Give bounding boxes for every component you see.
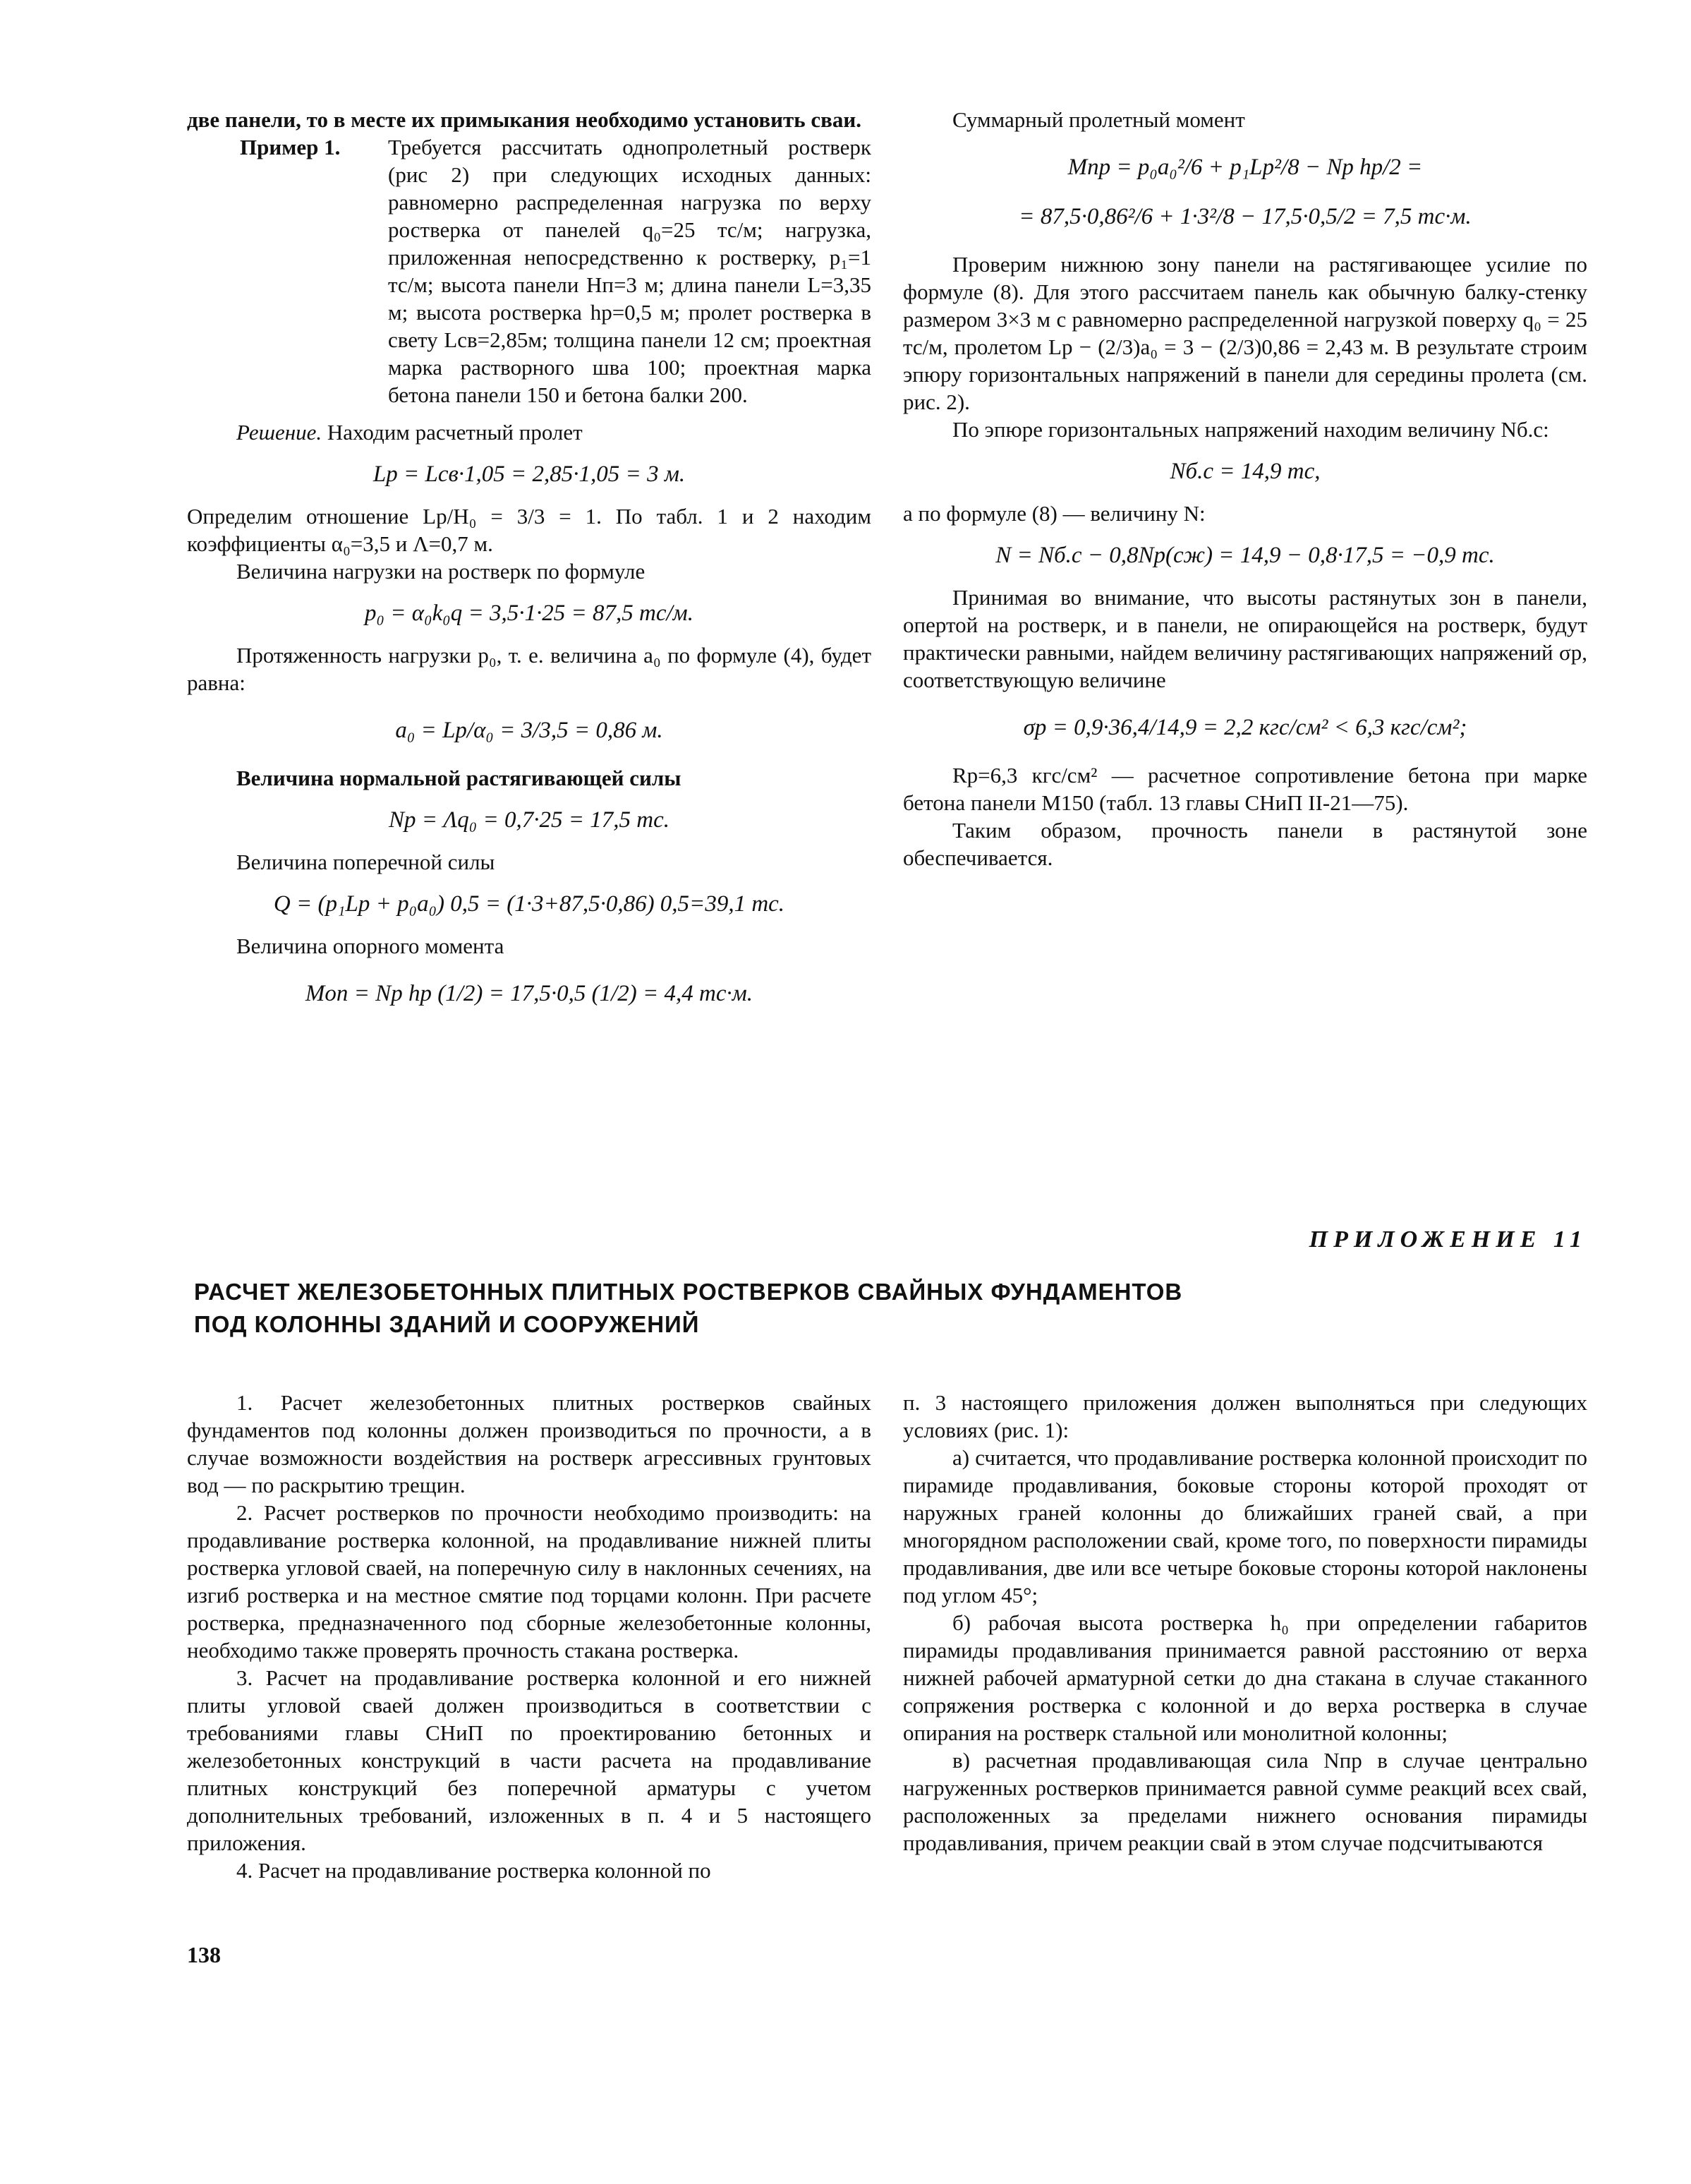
left-column-bottom xyxy=(187,1389,871,1884)
section-title-line-2: ПОД КОЛОННЫ ЗДАНИЙ И СООРУЖЕНИЙ xyxy=(194,1311,700,1337)
left-column-top xyxy=(187,106,871,1027)
formula-load: p₀ = α₀k₀q = 3,5·1·25 = 87,5 тс/м. xyxy=(365,601,693,626)
extent-paragraph: Протяженность нагрузки p₀, т. е. величина a₀ по формуле (4), будет равна: xyxy=(187,643,871,695)
appendix-header: ПРИЛОЖЕНИЕ 11 xyxy=(1309,1226,1587,1253)
formula-span-moment: Mпр = p₀a₀²/6 + p₁Lр²/8 − Nр hр/2 = xyxy=(1067,155,1423,180)
formula-sigma: σр = 0,9·36,4/14,9 = 2,2 кгс/см² < 6,3 кгс/см²; xyxy=(1023,715,1467,740)
ratio-paragraph: Определим отношение Lр/H₀ = 3/3 = 1. По табл. 1 и 2 находим коэффициенты α₀=3,5 и Λ=0,7 м. xyxy=(187,504,871,556)
section-title-line-1: РАСЧЕТ ЖЕЛЕЗОБЕТОННЫХ ПЛИТНЫХ РОСТВЕРКОВ СВАЙНЫХ ФУНДАМЕНТОВ xyxy=(194,1279,1183,1305)
formula-shear: Q = (p₁Lр + p₀a₀) 0,5 = (1·3+87,5·0,86) 0,5=39,1 тс. xyxy=(273,891,785,917)
shear-paragraph: Величина поперечной силы xyxy=(236,850,495,874)
condition-b: б) рабочая высота ростверка h₀ при определении габаритов пирамиды продавливания принимается равной расстоянию от верха нижней рабочей арматурной сетки до дна стакана в случае стаканного сопряжения ростверка с колонной и до верха ростверка в случае опирания на ростверк стальной или монолитной колонны; xyxy=(903,1610,1587,1745)
heights-paragraph: Принимая во внимание, что высоты растянутых зон в панели, опертой на ростверк, и в панели, не опирающейся на ростверк, будут практически равными, найдем величину растягивающих напряжений σр, соответствующую величине xyxy=(903,585,1587,692)
formula-span-moment-value: = 87,5·0,86²/6 + 1·3²/8 − 17,5·0,5/2 = 7,5 тс·м. xyxy=(1019,204,1472,229)
solution-label: Решение. xyxy=(236,420,322,445)
conclusion-paragraph: Таким образом, прочность панели в растянутой зоне обеспечивается. xyxy=(903,818,1587,870)
diagram-paragraph: По эпюре горизонтальных напряжений находим величину Nб.с: xyxy=(952,417,1549,442)
moment-paragraph: Суммарный пролетный момент xyxy=(952,107,1245,132)
check-paragraph: Проверим нижнюю зону панели на растягивающее усилие по формуле (8). Для этого рассчитаем панель как обычную балку-стенку размером 3×3 м с равномерно распределенной нагрузкой поверху q₀ = 25 тс/м, пролетом Lр − (2/3)a₀ = 3 − (2/3)0,86 = 2,43 м. В результате строим эпюру горизонтальных напряжений в панели для середины пролета (см. рис. 2). xyxy=(903,252,1587,414)
condition-c: в) расчетная продавливающая сила Nпр в случае центрально нагруженных ростверков принимается равной сумме реакций всех свай, расположенных за пределами нижнего основания пирамиды продавливания, причем реакции свай в этом случае подсчитываются xyxy=(903,1748,1587,1855)
formula-support-moment: Mоп = Nр hр (1/2) = 17,5·0,5 (1/2) = 4,4 тс·м. xyxy=(305,981,753,1006)
intro-paragraph: две панели, то в месте их примыкания необходимо установить сваи. xyxy=(187,107,861,132)
tension-paragraph: Величина нормальной растягивающей силы xyxy=(236,766,681,790)
load-paragraph: Величина нагрузки на ростверк по формуле xyxy=(236,559,646,584)
rp-paragraph: Rр=6,3 кгс/см² — расчетное сопротивление бетона при марке бетона панели М150 (табл. 13 главы СНиП II-21—75). xyxy=(903,763,1587,815)
clause-2: 2. Расчет ростверков по прочности необходимо производить: на продавливание ростверка колонной, на продавливание нижней плиты ростверка угловой сваей, на поперечную силу в наклонных сечениях, на изгиб ростверка и на местное смятие под торцами колонн. При расчете ростверка, предназначенного под сборные железобетонные колонны, необходимо также проверять прочность стакана ростверка. xyxy=(187,1500,871,1663)
clause-1: 1. Расчет железобетонных плитных ростверков свайных фундаментов под колонны должен производиться по прочности, а в случае возможности воздействия на ростверк агрессивных грунтовых вод — по раскрытию трещин. xyxy=(187,1390,871,1497)
section-title xyxy=(194,1276,1393,1341)
solution-paragraph xyxy=(187,418,871,446)
formula-n: N = Nб.с − 0,8Nр(сж) = 14,9 − 0,8·17,5 = −0,9 тс. xyxy=(995,543,1495,568)
clause-3: 3. Расчет на продавливание ростверка колонной и его нижней плиты угловой сваей должен производиться в соответствии с требованиями главы СНиП по проектированию бетонных и железобетонных конструкций в части расчета на продавливание плитных конструкций без поперечной арматуры с учетом дополнительных требований, изложенных в п. 4 и 5 настоящего приложения. xyxy=(187,1665,871,1855)
right-column-bottom xyxy=(903,1389,1587,1857)
formula-tension: Nр = Λq₀ = 0,7·25 = 17,5 тс. xyxy=(389,807,669,833)
example-block xyxy=(187,133,871,409)
clause-4-continued: п. 3 настоящего приложения должен выполняться при следующих условиях (рис. 1): xyxy=(903,1390,1587,1442)
condition-a: а) считается, что продавливание ростверка колонной происходит по пирамиде продавливания, боковые стороны которой проходят от наружных граней колонны до ближайших граней свай, а при многорядном расположении свай, кроме того, по поверхности пирамиды продавливания, две или все четыре боковые стороны которой наклонены под углом 45°; xyxy=(903,1445,1587,1607)
formula8-paragraph: а по формуле (8) — величину N: xyxy=(903,501,1206,526)
example-text: Требуется рассчитать однопролетный ростверк (рис 2) при следующих исходных данных: равномерно распределенная нагрузка по верху ростверка от панелей q₀=25 тс/м; нагрузка, приложенная непосредственно к ростверку, p₁=1 тс/м; высота панели Hп=3 м; длина панели L=3,35 м; высота ростверка hр=0,5 м; пролет ростверка в свету Lсв=2,85м; толщина панели 12 см; проектная марка растворного шва 100; проектная марка бетона панели 150 и бетона балки 200. xyxy=(388,135,871,407)
solution-text: Находим расчетный пролет xyxy=(322,420,583,445)
support-paragraph: Величина опорного момента xyxy=(236,934,504,958)
clause-4: 4. Расчет на продавливание ростверка колонной по xyxy=(236,1858,711,1883)
page-number: 138 xyxy=(187,1942,221,1967)
formula-span: Lр = Lсв·1,05 = 2,85·1,05 = 3 м. xyxy=(372,461,686,487)
example-label: Пример 1. xyxy=(240,135,341,159)
formula-extent: a₀ = Lр/α₀ = 3/3,5 = 0,86 м. xyxy=(395,718,663,743)
formula-nbc: Nб.с = 14,9 тс, xyxy=(1170,459,1321,484)
right-column-top xyxy=(903,106,1587,871)
